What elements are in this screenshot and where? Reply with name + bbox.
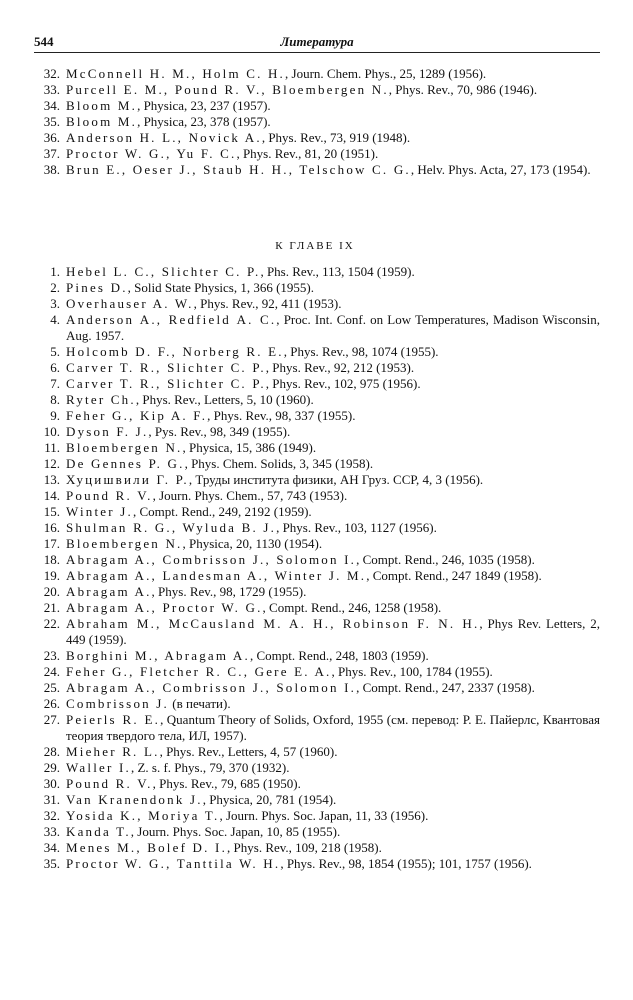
reference-citation: , Compt. Rend., 247 1849 (1958). <box>366 568 542 583</box>
reference-authors: Feher G., Kip A. F. <box>66 408 208 423</box>
reference-authors: Waller I. <box>66 760 131 775</box>
reference-text <box>66 584 600 600</box>
reference-authors: Pound R. V. <box>66 776 153 791</box>
reference-item <box>30 376 600 392</box>
reference-citation: , Physica, 23, 237 (1957). <box>137 98 271 113</box>
reference-item <box>30 696 600 712</box>
reference-citation: , Phys Rev. Letters, 2, 449 (1959). <box>66 616 600 647</box>
reference-number: 12. <box>43 456 60 471</box>
reference-citation: , Phys. Chem. Solids, 3, 345 (1958). <box>184 456 374 471</box>
reference-text <box>66 760 600 776</box>
reference-authors: Carver T. R., Slichter C. P. <box>66 360 266 375</box>
reference-authors: Overhauser A. W. <box>66 296 194 311</box>
reference-item <box>30 82 600 98</box>
reference-number: 5. <box>50 344 60 359</box>
reference-authors: Combrisson J. <box>66 696 170 711</box>
reference-authors: Bloom M. <box>66 98 138 113</box>
reference-number: 9. <box>50 408 60 423</box>
reference-text <box>66 392 600 408</box>
reference-item <box>30 98 600 114</box>
reference-citation: , Phys. Rev., 98, 1074 (1955). <box>283 344 439 359</box>
reference-item <box>30 664 600 680</box>
reference-number: 15. <box>43 504 60 519</box>
reference-item <box>30 776 600 792</box>
reference-number: 20. <box>43 584 60 599</box>
reference-text <box>66 424 600 440</box>
reference-citation: , Phys. Rev., 98, 1854 (1955); 101, 1757 (1956). <box>280 856 532 871</box>
reference-text <box>66 376 600 392</box>
reference-number: 37. <box>43 146 60 161</box>
reference-number: 30. <box>43 776 60 791</box>
reference-item <box>30 840 600 856</box>
reference-list-chapter-ix <box>30 264 600 872</box>
reference-authors: Holcomb D. F., Norberg R. E. <box>66 344 284 359</box>
reference-number: 25. <box>43 680 60 695</box>
reference-citation: , Z. s. f. Phys., 79, 370 (1932). <box>130 760 290 775</box>
reference-number: 22. <box>43 616 60 631</box>
reference-number: 17. <box>43 536 60 551</box>
reference-number: 8. <box>50 392 60 407</box>
reference-text <box>66 744 600 760</box>
reference-citation: , Helv. Phys. Acta, 27, 173 (1954). <box>410 162 591 177</box>
reference-authors: Kanda T. <box>66 824 131 839</box>
reference-item <box>30 856 600 872</box>
reference-citation: , Phys. Rev., 103, 1127 (1956). <box>276 520 437 535</box>
reference-item <box>30 408 600 424</box>
reference-number: 3. <box>50 296 60 311</box>
reference-item <box>30 552 600 568</box>
reference-citation: , Compt. Rend., 246, 1258 (1958). <box>262 600 442 615</box>
reference-number: 13. <box>43 472 60 487</box>
reference-text <box>66 360 600 376</box>
reference-authors: Van Kranendonk J. <box>66 792 203 807</box>
reference-item <box>30 296 600 312</box>
reference-authors: Hebel L. C., Slichter C. P. <box>66 264 261 279</box>
reference-number: 33. <box>43 824 60 839</box>
reference-authors: Abragam A., Combrisson J., Solomon I. <box>66 680 357 695</box>
reference-text <box>66 536 600 552</box>
reference-authors: Bloom M. <box>66 114 138 129</box>
reference-text <box>66 66 600 82</box>
reference-text <box>66 696 600 712</box>
reference-citation: , Phys. Rev., Letters, 4, 57 (1960). <box>159 744 338 759</box>
reference-item <box>30 616 600 648</box>
reference-item <box>30 280 600 296</box>
reference-authors: Pines D. <box>66 280 128 295</box>
reference-citation: , Phys. Rev., 92, 212 (1953). <box>265 360 415 375</box>
reference-text <box>66 296 600 312</box>
reference-citation: , Compt. Rend., 248, 1803 (1959). <box>249 648 429 663</box>
reference-authors: Carver T. R., Slichter C. P. <box>66 376 266 391</box>
reference-item <box>30 680 600 696</box>
reference-text <box>66 114 600 130</box>
reference-authors: Anderson H. L., Novick A. <box>66 130 262 145</box>
reference-item <box>30 472 600 488</box>
reference-number: 21. <box>43 600 60 615</box>
reference-authors: Winter J. <box>66 504 133 519</box>
reference-number: 18. <box>43 552 60 567</box>
reference-number: 32. <box>43 808 60 823</box>
reference-authors: Purcell E. M., Pound R. V., Bloembergen N. <box>66 82 389 97</box>
reference-text <box>66 504 600 520</box>
reference-authors: Proctor W. G., Yu F. C. <box>66 146 237 161</box>
reference-authors: Borghini M., Abragam A. <box>66 648 250 663</box>
reference-number: 34. <box>43 98 60 113</box>
reference-number: 11. <box>44 440 60 455</box>
reference-text <box>66 312 600 344</box>
reference-authors: Bloembergen N. <box>66 440 183 455</box>
reference-item <box>30 456 600 472</box>
reference-number: 2. <box>50 280 60 295</box>
reference-number: 33. <box>43 82 60 97</box>
reference-number: 35. <box>43 856 60 871</box>
reference-authors: Mieher R. L. <box>66 744 160 759</box>
reference-item <box>30 760 600 776</box>
reference-number: 19. <box>43 568 60 583</box>
reference-number: 1. <box>50 264 60 279</box>
reference-text <box>66 600 600 616</box>
reference-text <box>66 520 600 536</box>
reference-citation: , Quantum Theory of Solids, Oxford, 1955 (см. перевод: Р. Е. Пайерлс, Квантовая теория твердого тела, ИЛ, 1957). <box>66 712 600 743</box>
reference-authors: Abragam A. <box>66 584 152 599</box>
reference-item <box>30 312 600 344</box>
reference-number: 26. <box>43 696 60 711</box>
reference-authors: Brun E., Oeser J., Staub H. H., Telschow C. G. <box>66 162 411 177</box>
reference-authors: Proctor W. G., Tanttila W. H. <box>66 856 281 871</box>
reference-number: 29. <box>43 760 60 775</box>
reference-citation: (в печати). <box>169 696 231 711</box>
running-title: Литература <box>280 34 354 49</box>
reference-text <box>66 408 600 424</box>
reference-authors: Anderson A., Redfield A. C. <box>66 312 277 327</box>
reference-text <box>66 840 600 856</box>
reference-text <box>66 568 600 584</box>
reference-item <box>30 792 600 808</box>
reference-number: 36. <box>43 130 60 145</box>
reference-text <box>66 664 600 680</box>
reference-text <box>66 808 600 824</box>
reference-citation: , Phys. Rev., 92, 411 (1953). <box>193 296 342 311</box>
reference-citation: , Journ. Phys. Soc. Japan, 11, 33 (1956). <box>219 808 429 823</box>
reference-number: 32. <box>43 66 60 81</box>
reference-number: 4. <box>50 312 60 327</box>
reference-text <box>66 792 600 808</box>
reference-text <box>66 162 600 178</box>
reference-item <box>30 440 600 456</box>
reference-citation: , Physica, 15, 386 (1949). <box>182 440 317 455</box>
reference-item <box>30 712 600 744</box>
reference-item <box>30 146 600 162</box>
reference-text <box>66 472 600 488</box>
reference-authors: Peierls R. E. <box>66 712 161 727</box>
reference-item <box>30 568 600 584</box>
reference-authors: Abraham M., McCausland M. A. H., Robinson F. N. H. <box>66 616 480 631</box>
reference-number: 16. <box>43 520 60 535</box>
reference-item <box>30 264 600 280</box>
reference-text <box>66 680 600 696</box>
reference-number: 23. <box>43 648 60 663</box>
reference-citation: , Phys. Rev., 102, 975 (1956). <box>265 376 421 391</box>
reference-text <box>66 616 600 648</box>
reference-number: 14. <box>43 488 60 503</box>
reference-text <box>66 776 600 792</box>
reference-text <box>66 344 600 360</box>
reference-number: 24. <box>43 664 60 679</box>
reference-citation: , Phys. Rev., 109, 218 (1958). <box>227 840 382 855</box>
reference-authors: Abragam A., Combrisson J., Solomon I. <box>66 552 357 567</box>
reference-citation: , Physica, 20, 1130 (1954). <box>182 536 323 551</box>
reference-citation: , Phys. Rev., 79, 685 (1950). <box>152 776 301 791</box>
reference-item <box>30 130 600 146</box>
reference-citation: , Phys. Rev., 73, 919 (1948). <box>261 130 411 145</box>
reference-authors: De Gennes P. G. <box>66 456 185 471</box>
reference-citation: , Journ. Phys. Chem., 57, 743 (1953). <box>152 488 348 503</box>
reference-authors: Хуцишвили Г. Р. <box>66 472 189 487</box>
reference-citation: , Compt. Rend., 247, 2337 (1958). <box>356 680 535 695</box>
reference-authors: Dyson F. J. <box>66 424 149 439</box>
page-number: 544 <box>34 34 54 49</box>
reference-citation: , Phys. Rev., 98, 1729 (1955). <box>151 584 307 599</box>
reference-number: 35. <box>43 114 60 129</box>
reference-item <box>30 162 600 178</box>
reference-text <box>66 264 600 280</box>
reference-authors: McConnell H. M., Holm C. H. <box>66 66 286 81</box>
reference-item <box>30 360 600 376</box>
reference-authors: Ryter Ch. <box>66 392 136 407</box>
reference-item <box>30 648 600 664</box>
reference-item <box>30 392 600 408</box>
reference-authors: Feher G., Fletcher R. C., Gere E. A. <box>66 664 332 679</box>
reference-number: 31. <box>43 792 60 807</box>
reference-citation: , Compt. Rend., 249, 2192 (1959). <box>132 504 312 519</box>
reference-text <box>66 712 600 744</box>
reference-number: 6. <box>50 360 60 375</box>
reference-authors: Abragam A., Landesman A., Winter J. M. <box>66 568 367 583</box>
reference-list-continued <box>30 66 600 178</box>
reference-text <box>66 456 600 472</box>
reference-citation: , Phys. Rev., 100, 1784 (1955). <box>331 664 493 679</box>
reference-authors: Pound R. V. <box>66 488 153 503</box>
reference-citation: , Phys. Rev., 98, 337 (1955). <box>207 408 356 423</box>
reference-item <box>30 488 600 504</box>
reference-citation: , Труды института физики, АН Груз. ССР, 4, 3 (1956). <box>188 472 484 487</box>
reference-text <box>66 280 600 296</box>
reference-item <box>30 520 600 536</box>
reference-text <box>66 130 600 146</box>
reference-authors: Shulman R. G., Wyluda B. J. <box>66 520 277 535</box>
reference-item <box>30 744 600 760</box>
reference-citation: , Physica, 20, 781 (1954). <box>202 792 337 807</box>
reference-item <box>30 114 600 130</box>
reference-item <box>30 584 600 600</box>
reference-citation: , Proc. Int. Conf. on Low Temperatures, Madison Wisconsin, Aug. 1957. <box>66 312 600 343</box>
reference-authors: Menes M., Bolef D. I. <box>66 840 228 855</box>
reference-text <box>66 98 600 114</box>
reference-citation: , Phs. Rev., 113, 1504 (1959). <box>260 264 415 279</box>
reference-citation: , Pys. Rev., 98, 349 (1955). <box>148 424 291 439</box>
reference-text <box>66 146 600 162</box>
page-header <box>34 30 600 53</box>
reference-citation: , Phys. Rev., 81, 20 (1951). <box>236 146 379 161</box>
reference-text <box>66 824 600 840</box>
reference-citation: , Compt. Rend., 246, 1035 (1958). <box>356 552 535 567</box>
reference-text <box>66 856 600 872</box>
reference-citation: , Phys. Rev., 70, 986 (1946). <box>388 82 538 97</box>
reference-text <box>66 440 600 456</box>
reference-item <box>30 344 600 360</box>
reference-text <box>66 488 600 504</box>
reference-text <box>66 648 600 664</box>
reference-number: 10. <box>43 424 60 439</box>
reference-authors: Bloembergen N. <box>66 536 183 551</box>
reference-authors: Abragam A., Proctor W. G. <box>66 600 263 615</box>
reference-number: 28. <box>43 744 60 759</box>
reference-text <box>66 82 600 98</box>
reference-number: 27. <box>43 712 60 727</box>
reference-number: 7. <box>50 376 60 391</box>
reference-citation: , Journ. Chem. Phys., 25, 1289 (1956). <box>285 66 487 81</box>
reference-item <box>30 824 600 840</box>
reference-item <box>30 504 600 520</box>
reference-item <box>30 66 600 82</box>
reference-citation: , Phys. Rev., Letters, 5, 10 (1960). <box>135 392 314 407</box>
reference-item <box>30 424 600 440</box>
reference-citation: , Journ. Phys. Soc. Japan, 10, 85 (1955). <box>130 824 341 839</box>
section-heading: К ГЛАВЕ IX <box>275 240 355 252</box>
reference-text <box>66 552 600 568</box>
reference-item <box>30 536 600 552</box>
reference-item <box>30 600 600 616</box>
reference-number: 34. <box>43 840 60 855</box>
reference-citation: , Solid State Physics, 1, 366 (1955). <box>127 280 315 295</box>
reference-number: 38. <box>43 162 60 177</box>
reference-authors: Yosida K., Moriya T. <box>66 808 220 823</box>
reference-citation: , Physica, 23, 378 (1957). <box>137 114 271 129</box>
reference-item <box>30 808 600 824</box>
